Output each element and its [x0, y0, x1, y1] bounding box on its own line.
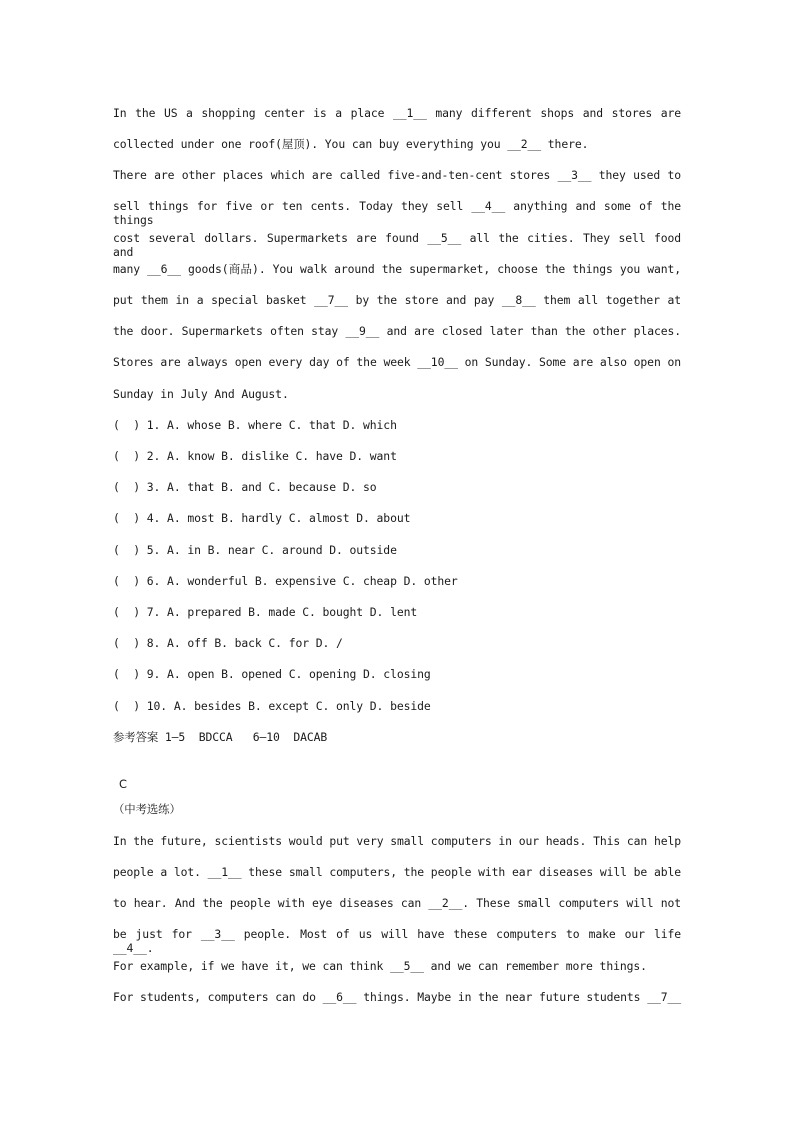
- passage-b-line: collected under one roof(屋顶). You can buy everything you __2__ there.: [113, 137, 589, 151]
- section-letter: C: [119, 777, 127, 791]
- passage-b-line: Sunday in July And August.: [113, 387, 289, 401]
- passage-b-line: Stores are always open every day of the week __10__ on Sunday. Some are also open on: [113, 355, 681, 369]
- question-item: ( ) 2. A. know B. dislike C. have D. want: [113, 449, 397, 463]
- passage-c-line: be just for __3__ people. Most of us will have these computers to make our life __4__.: [113, 927, 681, 955]
- passage-c-line: For students, computers can do __6__ things. Maybe in the near future students __7__: [113, 990, 681, 1004]
- passage-b-line: the door. Supermarkets often stay __9__ and are closed later than the other places.: [113, 324, 681, 338]
- passage-b-line: put them in a special basket __7__ by the store and pay __8__ them all together at: [113, 293, 681, 307]
- passage-b-line: There are other places which are called five-and-ten-cent stores __3__ they used to: [113, 168, 681, 182]
- question-item: ( ) 4. A. most B. hardly C. almost D. about: [113, 511, 411, 525]
- passage-b-line: In the US a shopping center is a place __1__ many different shops and stores are: [113, 106, 681, 120]
- passage-b-line: many __6__ goods(商品). You walk around the supermarket, choose the things you want,: [113, 262, 681, 276]
- question-item: ( ) 7. A. prepared B. made C. bought D. lent: [113, 605, 418, 619]
- section-subtitle: （中考选练）: [113, 802, 181, 816]
- question-item: ( ) 1. A. whose B. where C. that D. which: [113, 418, 397, 432]
- passage-c-line: In the future, scientists would put very small computers in our heads. This can help: [113, 834, 681, 848]
- question-item: ( ) 10. A. besides B. except C. only D. beside: [113, 699, 431, 713]
- question-item: ( ) 8. A. off B. back C. for D. /: [113, 636, 343, 650]
- question-item: ( ) 6. A. wonderful B. expensive C. cheap D. other: [113, 574, 458, 588]
- passage-c-line: For example, if we have it, we can think __5__ and we can remember more things.: [113, 959, 647, 973]
- question-item: ( ) 9. A. open B. opened C. opening D. closing: [113, 667, 431, 681]
- answer-key: 参考答案 1—5 BDCCA 6—10 DACAB: [113, 730, 328, 744]
- passage-c-line: to hear. And the people with eye diseases can __2__. These small computers will not: [113, 896, 681, 910]
- passage-b-line: cost several dollars. Supermarkets are found __5__ all the cities. They sell food and: [113, 231, 681, 259]
- passage-c-line: people a lot. __1__ these small computers, the people with ear diseases will be able: [113, 865, 681, 879]
- passage-b-line: sell things for five or ten cents. Today they sell __4__ anything and some of the things: [113, 199, 681, 227]
- question-item: ( ) 3. A. that B. and C. because D. so: [113, 480, 377, 494]
- question-item: ( ) 5. A. in B. near C. around D. outside: [113, 543, 397, 557]
